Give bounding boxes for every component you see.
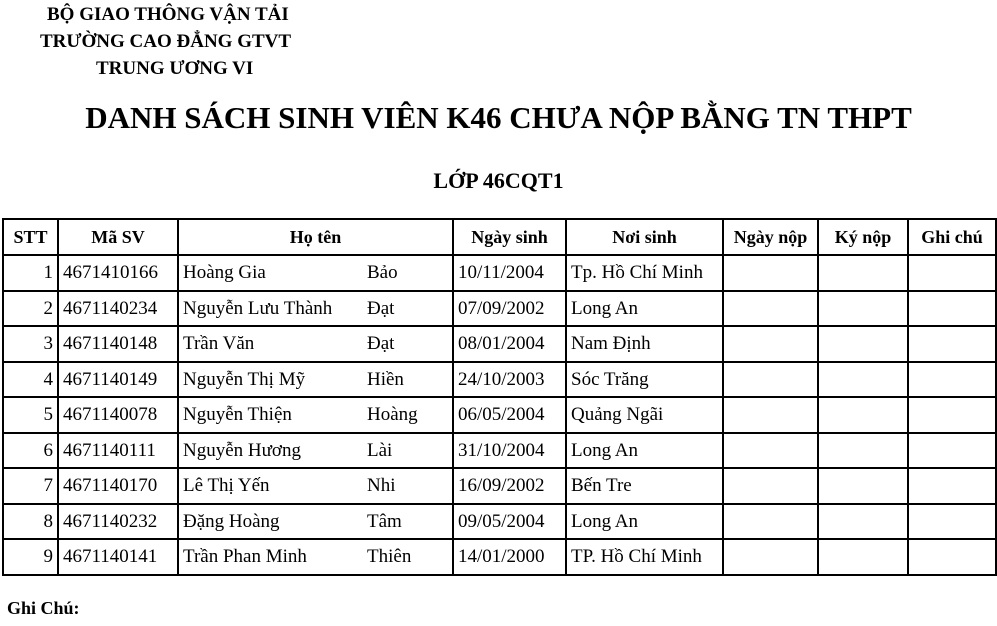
cell-noi-sinh: Sóc Trăng xyxy=(566,362,723,398)
cell-ghi-chu xyxy=(908,291,996,327)
cell-ho-ten xyxy=(178,291,453,327)
cell-ky-nop xyxy=(818,291,908,327)
cell-ngay-nop xyxy=(723,539,818,575)
cell-ten: Lài xyxy=(367,439,393,461)
class-name: LỚP 46CQT1 xyxy=(433,168,564,193)
cell-noi-sinh: Long An xyxy=(566,504,723,540)
cell-ma-sv: 4671140149 xyxy=(58,362,178,398)
college-name: TRƯỜNG CAO ĐẲNG GTVT xyxy=(40,31,292,52)
table-header-row xyxy=(3,219,996,255)
table-row xyxy=(3,326,996,362)
student-table xyxy=(2,218,997,576)
cell-ngay-sinh: 16/09/2002 xyxy=(453,468,566,504)
document-title: DANH SÁCH SINH VIÊN K46 CHƯA NỘP BẰNG TN THPT xyxy=(85,100,912,135)
cell-ho-ten xyxy=(178,397,453,433)
cell-ho-ten xyxy=(178,255,453,291)
cell-noi-sinh: Nam Định xyxy=(566,326,723,362)
cell-ngay-nop xyxy=(723,362,818,398)
col-header-ky-nop: Ký nộp xyxy=(818,219,908,255)
col-header-ngay-sinh: Ngày sinh xyxy=(453,219,566,255)
table-row xyxy=(3,504,996,540)
cell-ten: Bảo xyxy=(367,262,398,284)
cell-ma-sv: 4671140232 xyxy=(58,504,178,540)
cell-ghi-chu xyxy=(908,539,996,575)
table-row xyxy=(3,397,996,433)
cell-ho: Nguyễn Hương xyxy=(183,439,301,461)
note-label: Ghi Chú: xyxy=(7,598,80,618)
cell-ma-sv: 4671140234 xyxy=(58,291,178,327)
cell-ngay-sinh: 08/01/2004 xyxy=(453,326,566,362)
cell-ma-sv: 4671140170 xyxy=(58,468,178,504)
cell-ten: Đạt xyxy=(367,333,395,355)
cell-stt: 5 xyxy=(3,397,58,433)
cell-ngay-nop xyxy=(723,468,818,504)
cell-stt: 2 xyxy=(3,291,58,327)
cell-ho: Hoàng Gia xyxy=(183,262,266,284)
cell-ky-nop xyxy=(818,504,908,540)
cell-ten: Tâm xyxy=(367,510,402,532)
cell-ho: Trần Văn xyxy=(183,333,255,355)
cell-ngay-sinh: 31/10/2004 xyxy=(453,433,566,469)
cell-noi-sinh: TP. Hồ Chí Minh xyxy=(566,539,723,575)
cell-ky-nop xyxy=(818,468,908,504)
cell-ghi-chu xyxy=(908,468,996,504)
cell-stt: 6 xyxy=(3,433,58,469)
cell-ngay-nop xyxy=(723,291,818,327)
col-header-ho-ten: Họ tên xyxy=(178,219,453,255)
cell-ngay-nop xyxy=(723,433,818,469)
cell-stt: 4 xyxy=(3,362,58,398)
table-row xyxy=(3,468,996,504)
cell-ho-ten xyxy=(178,362,453,398)
cell-ghi-chu xyxy=(908,255,996,291)
cell-ghi-chu xyxy=(908,326,996,362)
cell-ten: Hiền xyxy=(367,368,404,390)
cell-ghi-chu xyxy=(908,504,996,540)
cell-ho-ten xyxy=(178,539,453,575)
cell-ma-sv: 4671140078 xyxy=(58,397,178,433)
table-row xyxy=(3,291,996,327)
cell-noi-sinh: Quảng Ngãi xyxy=(566,397,723,433)
cell-stt: 1 xyxy=(3,255,58,291)
cell-ngay-sinh: 14/01/2000 xyxy=(453,539,566,575)
cell-ho: Nguyễn Lưu Thành xyxy=(183,297,333,319)
cell-ghi-chu xyxy=(908,362,996,398)
col-header-stt: STT xyxy=(3,219,58,255)
col-header-noi-sinh: Nơi sinh xyxy=(566,219,723,255)
cell-ngay-sinh: 10/11/2004 xyxy=(453,255,566,291)
cell-ho-ten xyxy=(178,504,453,540)
cell-ho: Nguyễn Thị Mỹ xyxy=(183,368,306,390)
cell-ho-ten xyxy=(178,433,453,469)
cell-ma-sv: 4671140111 xyxy=(58,433,178,469)
cell-ho: Nguyễn Thiện xyxy=(183,404,292,426)
cell-ten: Hoàng xyxy=(367,404,418,426)
cell-ho-ten xyxy=(178,326,453,362)
cell-ten: Nhi xyxy=(367,475,396,497)
col-header-ma-sv: Mã SV xyxy=(58,219,178,255)
cell-ngay-nop xyxy=(723,504,818,540)
cell-ho: Lê Thị Yến xyxy=(183,475,270,497)
cell-ky-nop xyxy=(818,255,908,291)
cell-ma-sv: 4671410166 xyxy=(58,255,178,291)
cell-ngay-sinh: 09/05/2004 xyxy=(453,504,566,540)
cell-ngay-nop xyxy=(723,255,818,291)
table-row xyxy=(3,362,996,398)
cell-noi-sinh: Tp. Hồ Chí Minh xyxy=(566,255,723,291)
cell-ho: Đặng Hoàng xyxy=(183,510,280,532)
cell-noi-sinh: Long An xyxy=(566,291,723,327)
cell-stt: 3 xyxy=(3,326,58,362)
cell-ky-nop xyxy=(818,362,908,398)
cell-noi-sinh: Bến Tre xyxy=(566,468,723,504)
cell-stt: 7 xyxy=(3,468,58,504)
cell-ngay-sinh: 06/05/2004 xyxy=(453,397,566,433)
cell-ma-sv: 4671140148 xyxy=(58,326,178,362)
cell-ngay-nop xyxy=(723,397,818,433)
cell-ten: Đạt xyxy=(367,297,395,319)
ministry-name: BỘ GIAO THÔNG VẬN TẢI xyxy=(47,4,289,25)
cell-ngay-sinh: 24/10/2003 xyxy=(453,362,566,398)
cell-stt: 9 xyxy=(3,539,58,575)
cell-ngay-sinh: 07/09/2002 xyxy=(453,291,566,327)
cell-ma-sv: 4671140141 xyxy=(58,539,178,575)
college-name-line2: TRUNG ƯƠNG VI xyxy=(96,58,254,79)
cell-stt: 8 xyxy=(3,504,58,540)
cell-ky-nop xyxy=(818,397,908,433)
table-row xyxy=(3,433,996,469)
cell-ngay-nop xyxy=(723,326,818,362)
cell-ho-ten xyxy=(178,468,453,504)
col-header-ghi-chu: Ghi chú xyxy=(908,219,996,255)
col-header-ngay-nop: Ngày nộp xyxy=(723,219,818,255)
cell-ghi-chu xyxy=(908,397,996,433)
table-row xyxy=(3,255,996,291)
cell-ky-nop xyxy=(818,539,908,575)
cell-ten: Thiên xyxy=(367,546,412,568)
cell-ho: Trần Phan Minh xyxy=(183,546,307,568)
cell-ky-nop xyxy=(818,326,908,362)
cell-ky-nop xyxy=(818,433,908,469)
cell-noi-sinh: Long An xyxy=(566,433,723,469)
table-row xyxy=(3,539,996,575)
cell-ghi-chu xyxy=(908,433,996,469)
